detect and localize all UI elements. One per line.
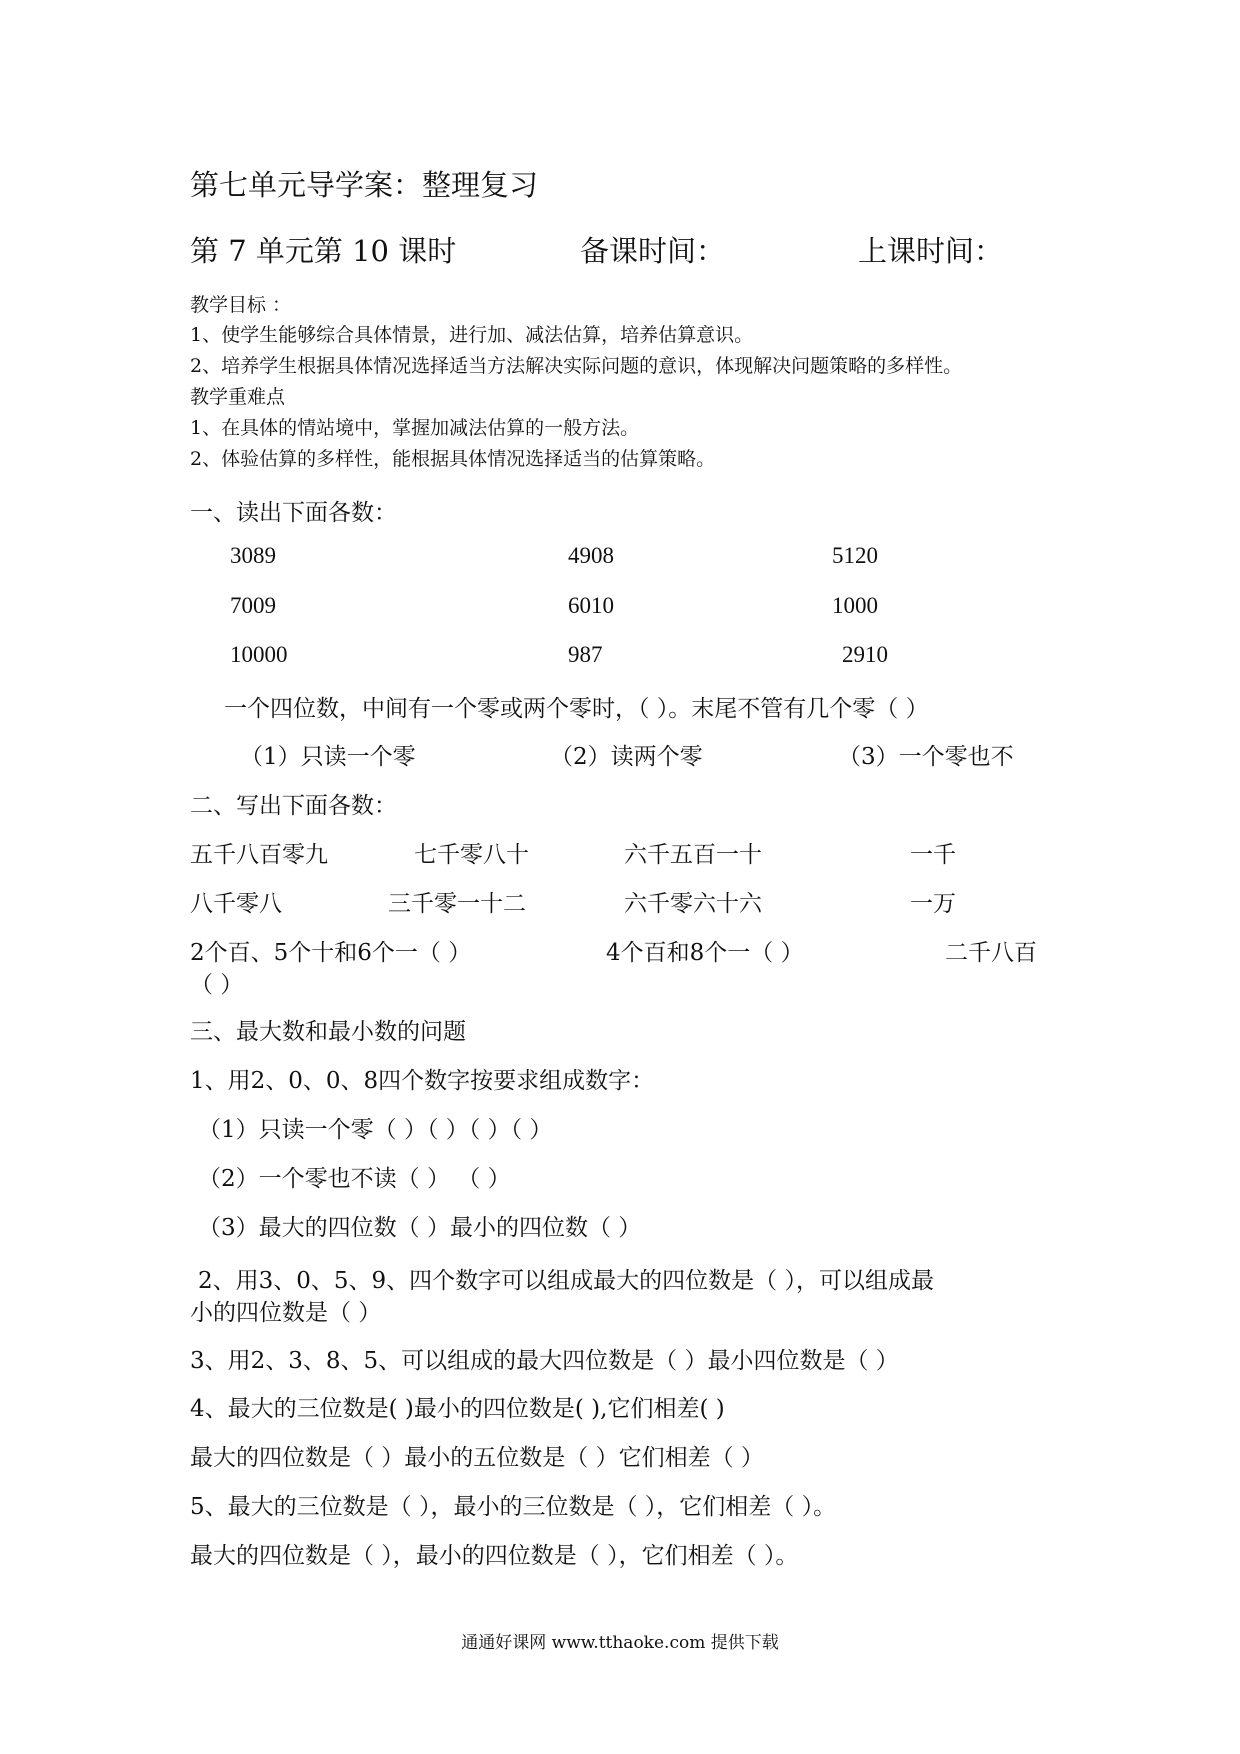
number-item: 2910 [842, 642, 888, 667]
question-5-cont: 最大的四位数是（ ），最小的四位数是（ ），它们相差（ ）。 [190, 1543, 799, 1569]
number-item: 7009 [230, 593, 276, 618]
option-item: （3）一个零也不 [838, 744, 1014, 770]
objectives-heading: 教学目标 ： [190, 294, 292, 316]
number-item: 6010 [568, 593, 614, 618]
chinese-number: 七千零八十 [414, 842, 529, 868]
key-point-item: 1、在具体的情站境中，掌握加减法估算的一般方法。 [190, 417, 640, 439]
question-2: 2、用3、0、5、9、四个数字可以组成最大的四位数是（ ），可以组成最 [198, 1268, 934, 1294]
chinese-number: 五千八百零九 [190, 842, 328, 868]
answer-blank: （ ） [190, 972, 244, 998]
number-item: 5120 [832, 543, 878, 568]
option-item: （1）只读一个零 [240, 744, 416, 770]
option-item: （2）读两个零 [550, 744, 703, 770]
place-value-question: 二千八百 [945, 940, 1037, 966]
key-point-item: 2、体验估算的多样性，能根据具体情况选择适当的估算策略。 [190, 448, 716, 470]
question-4: 4、最大的三位数是( )最小的四位数是( ),它们相差( ) [190, 1396, 725, 1422]
section2-heading: 二、写出下面各数： [190, 793, 397, 819]
objective-item: 1、使学生能够综合具体情景，进行加、减法估算，培养估算意识。 [190, 324, 754, 346]
question-3: 3、用2、3、8、5、可以组成的最大四位数是（ ）最小四位数是（ ） [190, 1348, 899, 1374]
number-item: 10000 [230, 642, 288, 667]
question-4-cont: 最大的四位数是（ ）最小的五位数是（ ）它们相差（ ） [190, 1445, 764, 1471]
question-1: 1、用2、0、0、8四个数字按要求组成数字： [190, 1068, 655, 1094]
section1-question: 一个四位数，中间有一个零或两个零时，（ ）。末尾不管有几个零（ ） [224, 696, 929, 722]
footer-text: 通通好课网 www.tthaoke.com 提供下载 [461, 1633, 779, 1653]
question-2-cont: 小的四位数是（ ） [190, 1300, 382, 1326]
question-1b: （2）一个零也不读（ ） （ ） [198, 1166, 511, 1192]
chinese-number: 三千零一十二 [388, 891, 526, 917]
section3-heading: 三、最大数和最小数的问题 [190, 1019, 466, 1045]
number-item: 3089 [230, 543, 276, 568]
chinese-number: 一万 [910, 891, 956, 917]
section1-heading: 一、读出下面各数： [190, 500, 397, 526]
number-item: 4908 [568, 543, 614, 568]
page-title: 第七单元导学案：整理复习 [190, 168, 539, 202]
place-value-question: 2个百、5个十和6个一（ ） [190, 940, 472, 966]
chinese-number: 六千五百一十 [624, 842, 762, 868]
chinese-number: 一千 [910, 842, 956, 868]
objective-item: 2、培养学生根据具体情况选择适当方法解决实际问题的意识，体现解决问题策略的多样性。 [190, 355, 963, 377]
chinese-number: 八千零八 [190, 891, 282, 917]
lesson-label: 第 7 单元第 10 课时 [190, 234, 457, 268]
question-1c: （3）最大的四位数（ ）最小的四位数（ ） [198, 1215, 642, 1241]
class-time-label: 上课时间： [858, 234, 1004, 268]
question-5: 5、最大的三位数是（ ），最小的三位数是（ ），它们相差（ ）。 [190, 1494, 837, 1520]
number-item: 987 [568, 642, 603, 667]
key-points-heading: 教学重难点 [190, 386, 286, 408]
question-1a: （1）只读一个零（ ）（ ）（ ）（ ） [198, 1117, 553, 1143]
number-item: 1000 [832, 593, 878, 618]
prep-time-label: 备课时间： [580, 234, 726, 268]
place-value-question: 4个百和8个一（ ） [606, 940, 804, 966]
chinese-number: 六千零六十六 [624, 891, 762, 917]
